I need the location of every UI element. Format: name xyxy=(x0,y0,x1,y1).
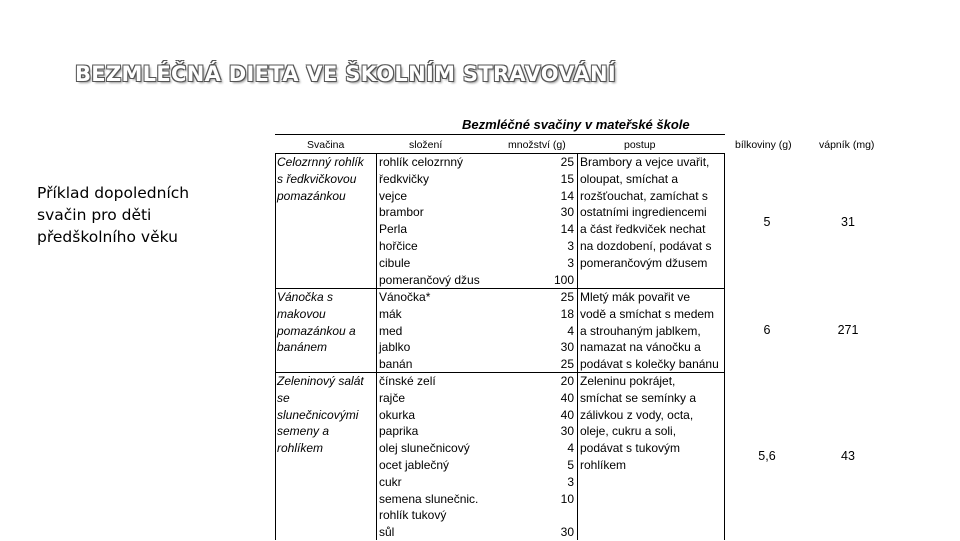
cell-mnozstvi: 25 18 4 30 25 xyxy=(560,290,574,372)
cell-postup: Mletý mák povařit ve vodě a smíchat s medem a strouhaným jablkem, namazat na vánočku a podávat s kolečky banánu xyxy=(580,290,719,372)
page-title: BEZMLÉČNÁ DIETA VE ŠKOLNÍM STRAVOVÁNÍ xyxy=(75,62,616,86)
table-col-rule-2 xyxy=(376,153,377,540)
header-postup: postup xyxy=(624,139,656,151)
cell-vapnik: 31 xyxy=(841,215,855,229)
cell-bilkoviny: 6 xyxy=(763,323,771,337)
cell-slozeni: Vánočka* mák med jablko banán xyxy=(379,290,431,372)
cell-postup: Brambory a vejce uvařit, oloupat, smíchat a rozšťouchat, zamíchat s ostatními ingrediencemi a část ředkviček nechat na dozdobení, podávat s pomerančovým džusem xyxy=(580,155,712,270)
side-description: Příklad dopoledních svačin pro děti předškolního věku xyxy=(37,184,190,246)
cell-vapnik: 271 xyxy=(837,323,859,337)
table-col-rule-1 xyxy=(275,153,276,540)
cell-svacina: Celozrnný rohlík s ředkvičkovou pomazánkou xyxy=(277,155,364,203)
table-col-rule-4 xyxy=(724,153,725,540)
cell-bilkoviny: 5 xyxy=(763,215,771,229)
header-bilkoviny: bílkoviny (g) xyxy=(735,139,792,151)
cell-mnozstvi: 25 15 14 30 14 3 3 100 xyxy=(553,155,574,287)
header-mnozstvi: množství (g) xyxy=(508,139,566,151)
header-vapnik: vápník (mg) xyxy=(819,139,875,151)
cell-bilkoviny: 5,6 xyxy=(758,449,776,463)
cell-slozeni: rohlík celozrnný ředkvičky vejce brambor Perla hořčice cibule pomerančový džus xyxy=(379,155,480,287)
cell-svacina: Vánočka s makovou pomazánkou a banánem xyxy=(277,290,356,355)
table-rule-top xyxy=(275,134,725,135)
table-col-rule-3 xyxy=(577,153,578,540)
table-caption: Bezmléčné svačiny v mateřské škole xyxy=(462,117,690,132)
header-slozeni: složení xyxy=(409,139,443,151)
cell-mnozstvi: 20 40 40 30 4 5 3 10 30 xyxy=(560,374,574,540)
cell-vapnik: 43 xyxy=(841,449,855,463)
cell-slozeni: čínské zelí rajče okurka paprika olej slunečnicový ocet jablečný cukr semena slunečnic. rohlík tukový sůl xyxy=(379,374,479,540)
cell-svacina: Zeleninový salát se slunečnicovými semeny a rohlíkem xyxy=(277,374,364,456)
header-svacina: Svačina xyxy=(307,139,345,151)
cell-postup: Zeleninu pokrájet, smíchat se semínky a zálivkou z vody, octa, oleje, cukru a soli, podávat s tukovým rohlíkem xyxy=(580,374,697,472)
